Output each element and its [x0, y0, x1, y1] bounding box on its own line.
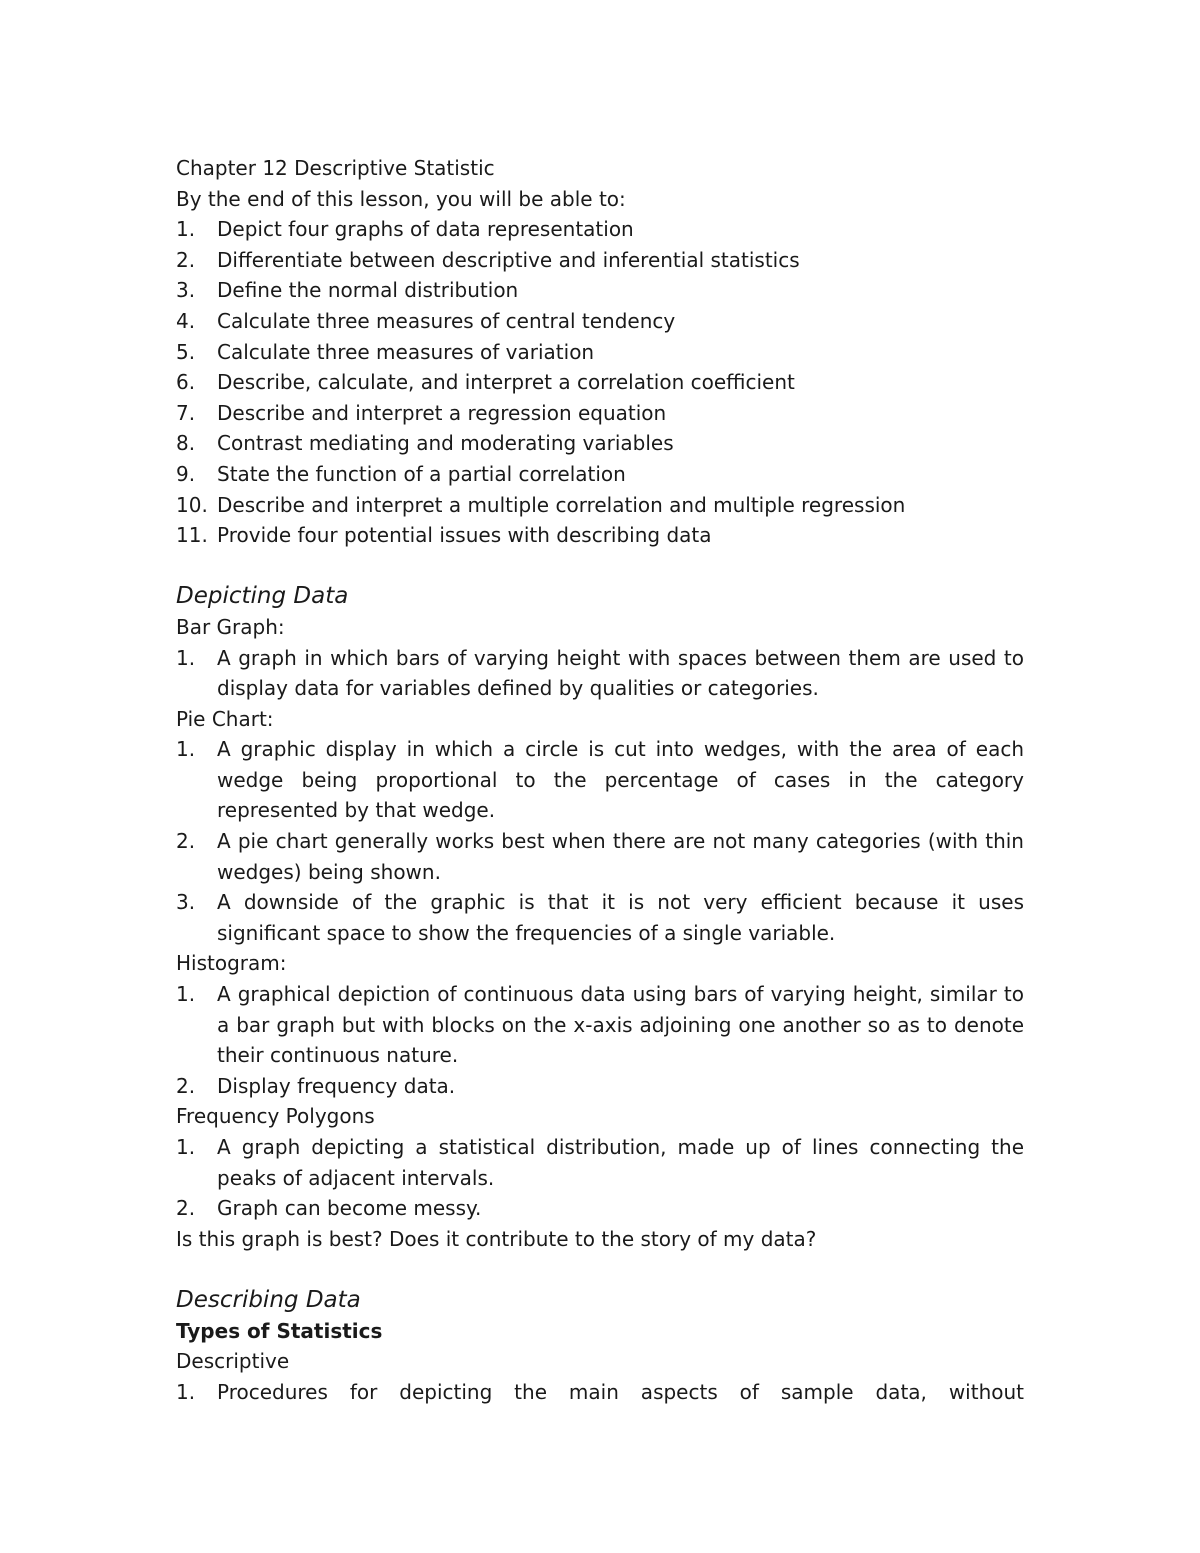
- chapter-title: Chapter 12 Descriptive Statistic: [176, 156, 495, 180]
- list-item: 10. Describe and interpret a multiple correlation and multiple regression: [176, 492, 906, 517]
- frequency-polygons-label: Frequency Polygons: [176, 1104, 375, 1129]
- list-item: 2. Differentiate between descriptive and inferential statistics: [176, 247, 800, 272]
- frequency-polygons-list: [176, 1132, 1024, 1224]
- objectives-list: [176, 214, 1024, 551]
- list-item: 3. A downside of the graphic is that it is not very efficient because it uses significant space to show the frequencies of a single variable.: [176, 890, 1024, 945]
- describing-data-heading: Describing Data: [176, 1286, 361, 1313]
- list-item: 1. A graph depicting a statistical distribution, made up of lines connecting the peaks of adjacent intervals.: [176, 1135, 1024, 1190]
- list-item: 5. Calculate three measures of variation: [176, 339, 595, 364]
- bar-graph-label: Bar Graph:: [176, 614, 285, 639]
- histogram-label: Histogram:: [176, 951, 287, 976]
- list-item: 1. Depict four graphs of data representation: [176, 217, 634, 242]
- list-item: 2. Display frequency data.: [176, 1073, 456, 1098]
- bar-graph-list: [176, 643, 1024, 704]
- list-item: 1. A graphic display in which a circle is cut into wedges, with the area of each wedge being proportional to the percentage of cases in the category represented by that wedge.: [176, 737, 1024, 823]
- histogram-list: [176, 979, 1024, 1101]
- list-item: 2. Graph can become messy.: [176, 1196, 482, 1221]
- spacer: [176, 1254, 1024, 1285]
- list-item: 7. Describe and interpret a regression equation: [176, 400, 667, 425]
- list-item: 9. State the function of a partial correlation: [176, 461, 626, 486]
- lesson-intro: By the end of this lesson, you will be able to:: [176, 186, 626, 211]
- list-item: 6. Describe, calculate, and interpret a correlation coefficient: [176, 370, 795, 395]
- list-item: 4. Calculate three measures of central tendency: [176, 308, 676, 333]
- document-page: [176, 153, 1024, 1407]
- list-item: 8. Contrast mediating and moderating variables: [176, 431, 674, 456]
- list-item: 1. Procedures for depicting the main aspects of sample data, without: [176, 1379, 1024, 1404]
- list-item: 2. A pie chart generally works best when there are not many categories (with thin wedges) being shown.: [176, 829, 1024, 884]
- spacer: [176, 551, 1024, 582]
- list-item: 3. Define the normal distribution: [176, 278, 519, 303]
- pie-chart-list: [176, 734, 1024, 948]
- list-item: 1. A graphical depiction of continuous data using bars of varying height, similar to a bar graph but with blocks on the x-axis adjoining one another so as to denote their continuous nature.: [176, 982, 1024, 1068]
- list-item: 11. Provide four potential issues with describing data: [176, 523, 712, 548]
- descriptive-label: Descriptive: [176, 1349, 290, 1374]
- graph-question: Is this graph is best? Does it contribute to the story of my data?: [176, 1226, 817, 1251]
- types-of-statistics-heading: Types of Statistics: [176, 1318, 383, 1343]
- depicting-data-heading: Depicting Data: [176, 583, 349, 610]
- pie-chart-label: Pie Chart:: [176, 706, 274, 731]
- descriptive-list: [176, 1377, 1024, 1408]
- list-item: 1. A graph in which bars of varying height with spaces between them are used to display data for variables defined by qualities or categories.: [176, 645, 1024, 701]
